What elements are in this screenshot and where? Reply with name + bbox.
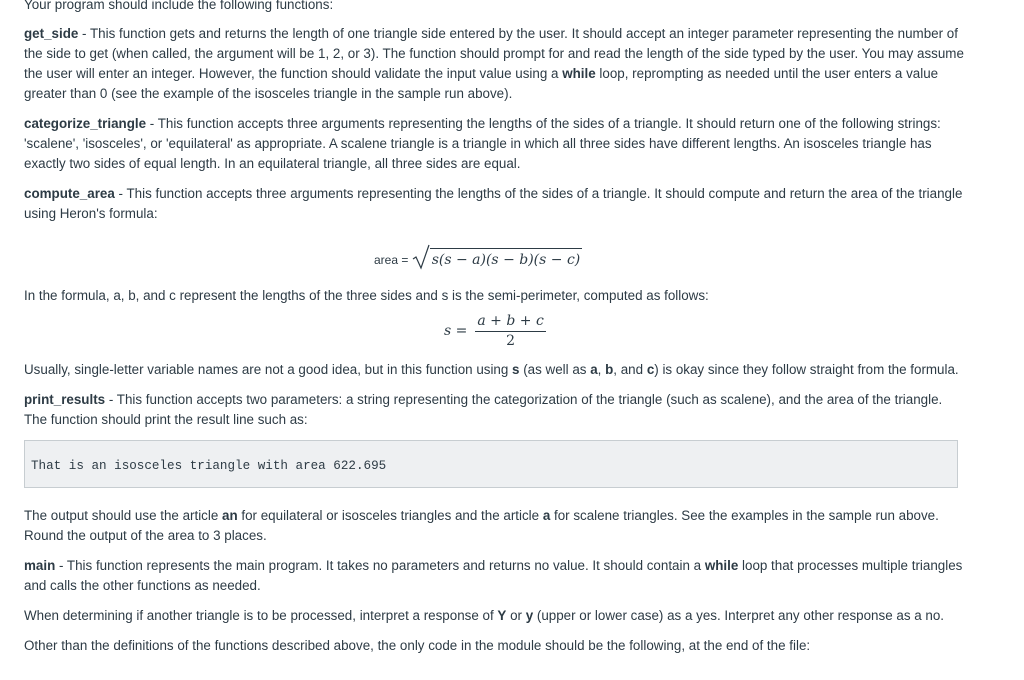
desc-text: - This function accepts three arguments representing the lengths of the sides of a triangle. It should return one of the following strings: 'scalene', 'isosceles', or 'equilateral' as appropriate. A scalene triangle is a triangle in which all three sides have different lengths. An isosceles triangle has exactly two sides of equal length. In an equilateral triangle, all three sides are equal. xyxy=(24,116,941,171)
formula-note: In the formula, a, b, and c represent the lengths of the three sides and s is the semi-perimeter, computed as follows: xyxy=(24,288,709,303)
text: (as well as xyxy=(519,362,591,377)
keyword: while xyxy=(704,558,739,573)
response-y: y xyxy=(525,608,534,623)
radical-sign-icon xyxy=(412,244,430,270)
function-name: categorize_triangle xyxy=(24,116,147,131)
formula-radicand: s(s − a)(s − b)(s − c) xyxy=(430,248,583,270)
categorize-triangle-description xyxy=(24,114,964,174)
main-description xyxy=(24,556,964,596)
heron-formula xyxy=(24,234,964,286)
text: , xyxy=(597,362,606,377)
variable-names-note xyxy=(24,360,964,380)
article-a: a xyxy=(542,508,551,523)
fraction xyxy=(475,312,545,350)
text: or xyxy=(506,608,526,623)
keyword: while xyxy=(562,66,596,81)
var-s: s xyxy=(512,362,520,377)
intro-text: Your program should include the following functions: xyxy=(24,0,334,12)
text: (upper or lower case) as a yes. Interpret any other response as a no. xyxy=(533,608,945,623)
compute-area-description xyxy=(24,184,964,224)
text: , and xyxy=(613,362,647,377)
desc-text: - This function gets and returns the length of one triangle side entered by the user. It should accept an integer parameter representing the number of the side to get (when called, the argument will be 1, 2, or 3). The function should prompt for and read the length of the side typed by the user. You may assume the user will enter an integer. However, the function should validate the input value using a xyxy=(24,26,964,81)
formula-s-lhs: s = xyxy=(444,323,468,339)
text: When determining if another triangle is to be processed, interpret a response of xyxy=(24,608,498,623)
text: for scalene triangles. See the examples in the sample run above. Round the output of the area to 3 places. xyxy=(24,508,939,543)
var-b: b xyxy=(605,362,614,377)
desc-text: - This function accepts two parameters: a string representing the categorization of the triangle (such as scalene), and the area of the triangle. The function should print the result line such as: xyxy=(24,392,943,427)
text: loop that processes multiple triangles and calls the other functions as needed. xyxy=(24,558,963,593)
desc-text: loop, reprompting as needed until the user enters a value greater than 0 (see the example of the isosceles triangle in the sample run above). xyxy=(24,66,939,101)
print-results-description xyxy=(24,390,964,430)
text: ) is okay since they follow straight from the formula. xyxy=(654,362,959,377)
fraction-numerator: a + b + c xyxy=(475,312,545,332)
text: Usually, single-letter variable names are not a good idea, but in this function using xyxy=(24,362,513,377)
article-an: an xyxy=(222,508,238,523)
function-name: print_results xyxy=(24,392,106,407)
var-c: c xyxy=(646,362,655,377)
assignment-content xyxy=(24,0,964,666)
function-name: main xyxy=(24,558,56,573)
function-name: compute_area xyxy=(24,186,115,201)
determine-note xyxy=(24,606,964,626)
code-example-block xyxy=(24,440,958,488)
text: The output should use the article xyxy=(24,508,223,523)
square-root xyxy=(412,248,583,270)
fraction-denominator: 2 xyxy=(506,333,516,349)
output-note xyxy=(24,506,964,546)
response-Y: Y xyxy=(497,608,507,623)
desc-text: - This function accepts three arguments representing the lengths of the sides of a triangle. It should compute and return the area of the triangle using Heron's formula: xyxy=(24,186,963,221)
function-name: get_side xyxy=(24,26,79,41)
formula-lhs: area = xyxy=(374,253,412,267)
text: for equilateral or isosceles triangles and the article xyxy=(237,508,543,523)
code-example: That is an isosceles triangle with area 622.695 xyxy=(31,459,387,473)
semi-perimeter-formula xyxy=(24,313,964,360)
get-side-description xyxy=(24,24,964,104)
other-code-note: Other than the definitions of the functions described above, the only code in the module should be the following, at the end of the file: xyxy=(24,638,811,653)
text: - This function represents the main program. It takes no parameters and returns no value. It should contain a xyxy=(55,558,705,573)
var-a: a xyxy=(590,362,598,377)
